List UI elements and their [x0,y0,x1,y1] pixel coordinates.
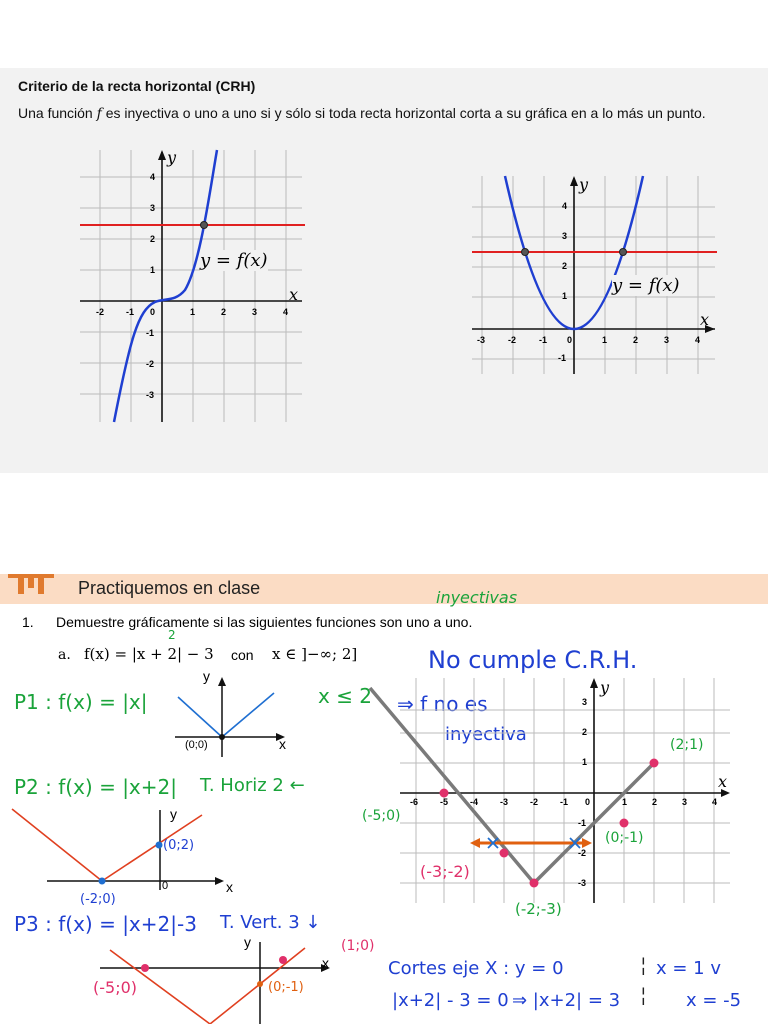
main-ytick: 3 [582,697,588,707]
p3-point-m5-0: (-5;0) [93,978,138,997]
g1-xtick: -1 [126,307,135,317]
p1-x-axis: x [279,736,286,752]
equation-1: |x+2| - 3 = 0 [392,990,509,1011]
g2-xtick: 3 [664,335,670,345]
section-title: Practiquemos en clase [78,578,261,598]
p2-note: T. Horiz 2 ← [200,775,305,796]
label-m5-0: (-5;0) [362,808,401,824]
main-x-label: x [718,772,728,791]
p3-x-axis: x [322,955,329,971]
item-number: 1. [22,614,34,630]
divider: ¦ [641,955,646,975]
domain-expression: x ∈ ]−∞; 2] [272,645,358,663]
p1-label: P1 : f(x) = |x| [14,690,148,714]
note-2: 2 [168,628,176,642]
p3-y-axis: y [244,934,251,950]
no-cumple-note: No cumple C.R.H. [428,646,638,674]
g1-function-label: y = f(x) [200,250,268,271]
main-y-label: y [600,678,610,697]
g2-ytick: 4 [562,201,568,211]
g1-y-label: y [167,148,177,167]
g1-ytick: 3 [150,203,156,213]
main-xtick: -5 [440,797,449,807]
g2-ytick: 1 [562,291,568,301]
main-xtick: 4 [712,797,718,807]
g1-ytick: 2 [150,234,156,244]
g2-function-label: y = f(x) [612,275,680,296]
sub-label: a. [58,647,71,663]
g1-ytick: -3 [146,390,155,400]
g2-ytick: 2 [562,261,568,271]
main-ytick: -2 [578,848,587,858]
definition-text [18,102,753,125]
g1-ytick: -1 [146,328,155,338]
graph-injective [80,150,310,425]
inyectiva-note: inyectiva [445,724,527,745]
g1-ytick: -2 [146,359,155,369]
item-text: Demuestre gráficamente si las siguientes funciones son uno a uno. [56,614,473,630]
label-0-m1: (0;-1) [605,830,644,846]
g1-ytick: 4 [150,172,156,182]
g2-xtick: 2 [633,335,639,345]
main-ytick: -1 [578,818,587,828]
main-ytick: 1 [582,757,588,767]
g2-x-label: x [700,310,710,329]
g2-xtick: 4 [695,335,701,345]
def-part1: Una función [18,105,93,121]
def-f-symbol: f [96,106,102,122]
note-inyectivas: inyectivas [436,588,518,607]
main-ytick: 2 [582,727,588,737]
x-le-2-note: x ≤ 2 [318,684,373,708]
label-2-1: (2;1) [670,737,704,753]
main-xtick: -3 [500,797,509,807]
p3-note: T. Vert. 3 ↓ [220,912,321,933]
g1-x-label: x [289,285,299,304]
p3-point-0-m1: (0;-1) [268,980,304,995]
dumbbell-icon [6,572,56,604]
g2-xtick: -2 [508,335,517,345]
solution-2: x = -5 [686,990,742,1011]
g2-ytick: -1 [558,353,567,363]
p2-x-axis: x [226,879,233,895]
g1-xtick: 2 [221,307,227,317]
g2-ytick: 3 [562,231,568,241]
cortes-eje-x: Cortes eje X : y = 0 [388,958,564,979]
p1-y-axis: y [203,668,210,684]
main-xtick: 1 [622,797,628,807]
solution-1: x = 1 v [656,958,722,979]
equation-2: ⇒ |x+2| = 3 [512,990,621,1011]
p2-sketch [12,805,237,895]
p2-label: P2 : f(x) = |x+2| [14,775,177,799]
main-xtick: -4 [470,797,479,807]
g2-xtick: 1 [602,335,608,345]
slide-title: Criterio de la recta horizontal (CRH) [18,78,256,94]
g1-xtick: 1 [190,307,196,317]
g1-xtick: 3 [252,307,258,317]
p3-sketch [100,938,350,1024]
g2-y-label: y [579,175,589,194]
main-xtick: -6 [410,797,419,807]
main-xtick: -2 [530,797,539,807]
main-xtick: -1 [560,797,569,807]
g1-xtick: -2 [96,307,105,317]
def-part2: es inyectiva o uno a uno si y sólo si toda recta horizontal corta a su gráfica en a lo más un punto. [105,105,706,121]
main-xtick: 2 [652,797,658,807]
main-xtick: 3 [682,797,688,807]
divider: ¦ [641,985,646,1005]
main-xtick: 0 [585,797,591,807]
g2-xtick: 0 [567,335,573,345]
p3-point-1-0: (1;0) [341,938,375,954]
p1-origin-label: (0;0) [185,739,208,751]
p2-zero: 0 [162,880,169,892]
p2-point-0-2: (0;2) [163,838,195,853]
f-no-es-note: ⇒ f no es [397,692,488,716]
g2-xtick: -1 [539,335,548,345]
label-m2-m3: (-2;-3) [515,900,562,918]
p3-label: P3 : f(x) = |x+2|-3 [14,912,197,936]
graph-not-injective [472,176,717,376]
main-ytick: -3 [578,878,587,888]
p2-point-m2-0: (-2;0) [80,892,116,907]
g1-xtick: 4 [283,307,289,317]
con-word: con [231,647,254,663]
g1-xtick: 0 [150,307,156,317]
p2-y-axis: y [170,806,177,822]
label-m3-m2: (-3;-2) [420,862,470,881]
function-expression: f(x) = |x + 2| − 3 [84,645,214,663]
g1-ytick: 1 [150,265,156,275]
g2-xtick: -3 [477,335,486,345]
